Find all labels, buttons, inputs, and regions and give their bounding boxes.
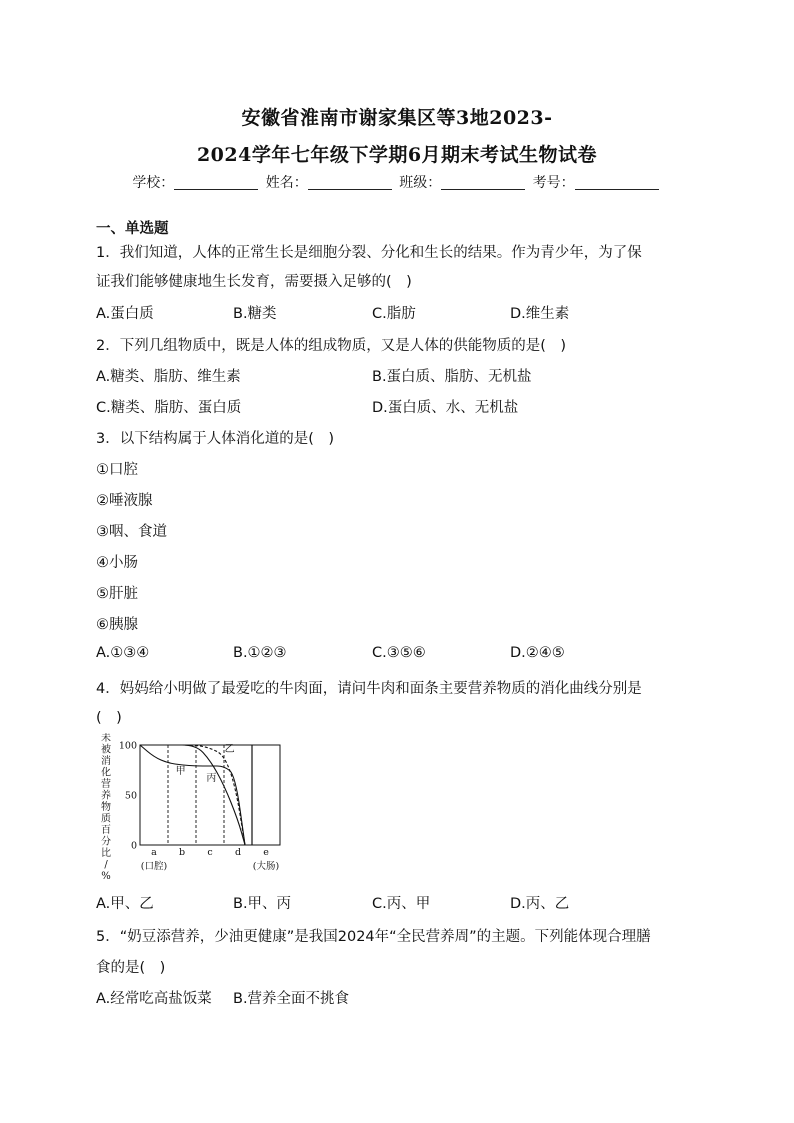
q4-option-d[interactable]: D.丙、乙 bbox=[510, 896, 570, 912]
y-axis-label-char: 消 bbox=[101, 756, 111, 767]
exam-number-blank[interactable] bbox=[575, 175, 659, 190]
q1-option-d[interactable]: D.维生素 bbox=[510, 306, 570, 322]
q1-stem-line1: 1．我们知道，人体的正常生长是细胞分裂、分化和生长的结果。作为青少年，为了保 bbox=[96, 245, 642, 261]
q3-item: ③咽、食道 bbox=[96, 524, 167, 540]
q1-option-b[interactable]: B.糖类 bbox=[233, 306, 277, 322]
exam-title-line2: 2024学年七年级下学期6月期末考试生物试卷 bbox=[196, 144, 598, 166]
y-tick-label: 0 bbox=[130, 840, 137, 852]
q2-option-d[interactable]: D.蛋白质、水、无机盐 bbox=[372, 400, 519, 416]
x-tick-label: c bbox=[207, 847, 213, 858]
series-label: 甲 bbox=[175, 766, 186, 777]
q4-option-a[interactable]: A.甲、乙 bbox=[96, 896, 154, 912]
q4-option-b[interactable]: B.甲、丙 bbox=[233, 896, 292, 912]
series-line-甲 bbox=[140, 745, 245, 845]
q3-option-c[interactable]: C.③⑤⑥ bbox=[372, 645, 426, 661]
name-label: 姓名： bbox=[265, 175, 308, 191]
q5-option-a[interactable]: A.经常吃高盐饭菜 bbox=[96, 991, 212, 1007]
section-title: 一、单选题 bbox=[96, 221, 169, 237]
q3-option-d[interactable]: D.②④⑤ bbox=[510, 645, 565, 661]
y-tick-label: 50 bbox=[124, 790, 137, 802]
x-tick-note: (口腔) bbox=[140, 861, 168, 872]
y-axis-label-char: 化 bbox=[101, 767, 111, 779]
q2-option-a[interactable]: A.糖类、脂肪、维生素 bbox=[96, 369, 241, 385]
name-blank[interactable] bbox=[308, 175, 392, 190]
y-axis-label-char: % bbox=[101, 871, 111, 882]
q5-option-b[interactable]: B.营养全面不挑食 bbox=[233, 991, 350, 1007]
q4-option-c[interactable]: C.丙、甲 bbox=[372, 896, 431, 912]
series-line-乙 bbox=[140, 745, 245, 845]
plot-area bbox=[119, 741, 280, 873]
digestion-chart bbox=[96, 733, 296, 883]
q1-option-c[interactable]: C.脂肪 bbox=[372, 306, 416, 322]
q3-option-a[interactable]: A.①③④ bbox=[96, 645, 150, 661]
exam-title-line1: 安徽省淮南市谢家集区等3地2023- bbox=[241, 107, 553, 129]
y-axis-label-char: 物 bbox=[101, 802, 111, 813]
student-info-row bbox=[0, 172, 794, 192]
y-axis-label-char: 比 bbox=[101, 848, 111, 859]
q4-stem-line1: 4．妈妈给小明做了最爱吃的牛肉面，请问牛肉和面条主要营养物质的消化曲线分别是 bbox=[96, 681, 642, 697]
q2-stem: 2．下列几组物质中，既是人体的组成物质，又是人体的供能物质的是( ) bbox=[96, 338, 567, 354]
y-axis-label-char: 营 bbox=[101, 779, 111, 790]
x-tick-note: (大肠) bbox=[252, 861, 280, 872]
school-label: 学校： bbox=[132, 175, 175, 191]
q3-item: ②唾液腺 bbox=[96, 493, 153, 509]
q5-stem-line2: 食的是( ) bbox=[96, 960, 166, 976]
y-tick-label: 100 bbox=[118, 740, 137, 752]
x-tick-label: d bbox=[234, 847, 242, 858]
y-axis-label bbox=[101, 733, 111, 882]
y-axis-label-char: 分 bbox=[101, 836, 111, 848]
y-axis-label-char: 百 bbox=[101, 825, 111, 836]
q2-option-c[interactable]: C.糖类、脂肪、蛋白质 bbox=[96, 400, 242, 416]
q5-stem-line1: 5．“奶豆添营养，少油更健康”是我国2024年“全民营养周”的主题。下列能体现合理膳 bbox=[96, 929, 651, 945]
x-tick-label: e bbox=[263, 847, 269, 858]
series-line-丙 bbox=[140, 745, 245, 845]
class-label: 班级： bbox=[399, 175, 442, 191]
y-axis-label-char: 养 bbox=[101, 790, 111, 802]
q4-stem-line2: ( ) bbox=[96, 710, 122, 726]
q3-option-b[interactable]: B.①②③ bbox=[233, 645, 287, 661]
school-blank[interactable] bbox=[174, 175, 258, 190]
x-tick-label: a bbox=[151, 847, 157, 858]
y-axis-label-char: 质 bbox=[101, 813, 111, 825]
q3-item: ④小肠 bbox=[96, 555, 138, 571]
y-axis-label-char: 被 bbox=[101, 744, 111, 756]
y-axis-label-char: / bbox=[104, 859, 108, 871]
x-tick-label: b bbox=[178, 847, 186, 858]
series-label: 丙 bbox=[206, 773, 217, 784]
q1-stem-line2: 证我们能够健康地生长发育，需要摄入足够的( ) bbox=[96, 274, 412, 290]
q3-stem: 3．以下结构属于人体消化道的是( ) bbox=[96, 431, 335, 447]
q1-option-a[interactable]: A.蛋白质 bbox=[96, 306, 154, 322]
q3-item: ⑤肝脏 bbox=[96, 586, 138, 602]
class-blank[interactable] bbox=[441, 175, 525, 190]
q2-option-b[interactable]: B.蛋白质、脂肪、无机盐 bbox=[372, 369, 532, 385]
q3-item: ⑥胰腺 bbox=[96, 617, 138, 633]
q3-item: ①口腔 bbox=[96, 462, 138, 478]
exam-number-label: 考号： bbox=[532, 175, 575, 191]
series-label: 乙 bbox=[224, 744, 235, 755]
y-axis-label-char: 未 bbox=[101, 733, 111, 744]
